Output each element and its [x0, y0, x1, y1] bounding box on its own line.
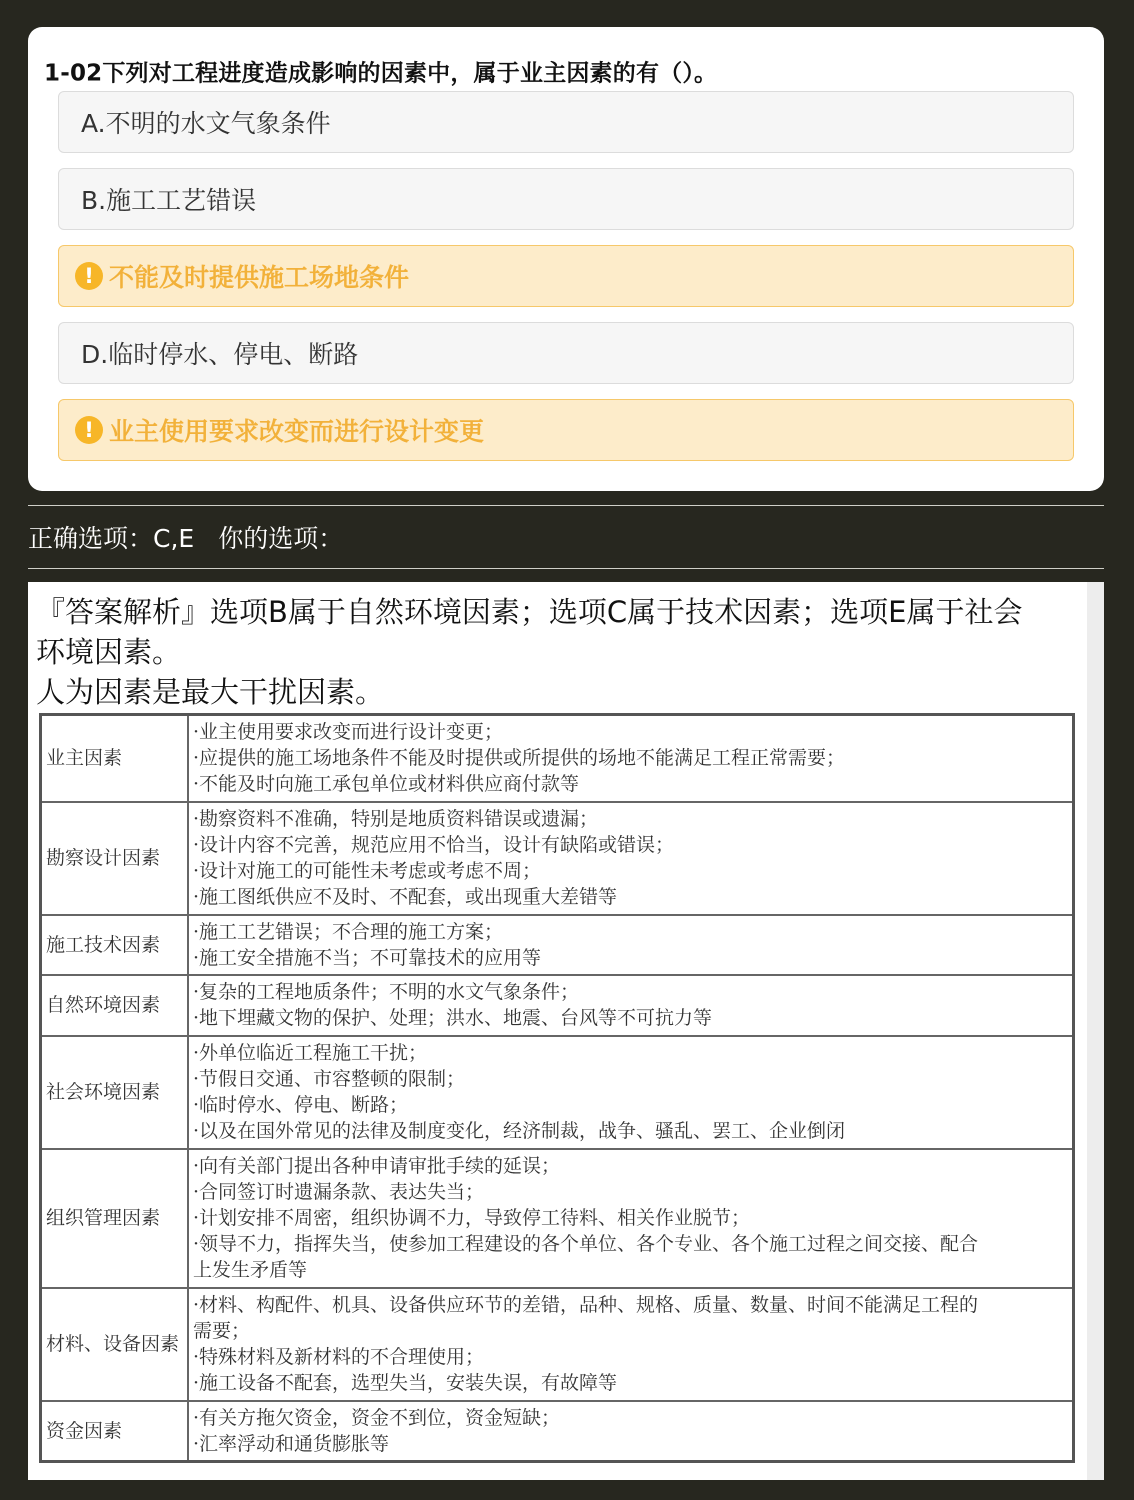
explanation-line: 人为因素是最大干扰因素。 [36, 675, 385, 709]
option-label: D.临时停水、停电、断路 [81, 340, 359, 369]
factor-item: ·复杂的工程地质条件；不明的水文气象条件； [193, 981, 580, 1003]
option-label: 业主使用要求改变而进行设计变更 [109, 417, 485, 446]
factor-item: ·不能及时向施工承包单位或材料供应商付款等 [193, 773, 580, 796]
option-label: A.不明的水文气象条件 [81, 109, 331, 138]
table-row [41, 1149, 1074, 1288]
factor-item: ·向有关部门提出各种申请审批手续的延误； [193, 1155, 561, 1177]
factor-item: ·临时停水、停电、断路； [193, 1094, 409, 1116]
factor-items [188, 715, 1074, 802]
correct-answer: 正确选项：C,E [28, 524, 195, 553]
factor-item: ·设计对施工的可能性未考虑或考虑不周； [193, 860, 542, 882]
factor-item: ·施工设备不配套，选型失当，安装失误，有故障等 [193, 1372, 618, 1394]
factor-item: ·材料、构配件、机具、设备供应环节的差错，品种、规格、质量、数量、时间不能满足工程的 [193, 1294, 979, 1316]
option-e-missed[interactable] [58, 399, 1074, 461]
option-label: 不能及时提供施工场地条件 [109, 263, 410, 292]
table-row [41, 1036, 1074, 1149]
table-row [41, 1401, 1074, 1462]
factor-category: 材料、设备因素 [41, 1288, 189, 1401]
factor-item: ·有关方拖欠资金，资金不到位，资金短缺； [193, 1406, 561, 1429]
explanation-line: 『答案解析』选项B属于自然环境因素；选项C属于技术因素；选项E属于社会 [36, 595, 1023, 629]
factor-category: 组织管理因素 [41, 1149, 189, 1288]
factor-item: ·领导不力，指挥失当，使参加工程建设的各个单位、各个专业、各个施工过程之间交接、配合 [193, 1233, 979, 1255]
factor-category: 业主因素 [41, 715, 189, 802]
exclamation-icon: ! [75, 262, 103, 290]
exclamation-icon: ! [75, 416, 103, 444]
factor-item: ·设计内容不完善，规范应用不恰当，设计有缺陷或错误； [193, 834, 675, 856]
option-c-missed[interactable] [58, 245, 1074, 307]
factor-items [188, 1401, 1074, 1462]
table-row [41, 1288, 1074, 1401]
factor-items [188, 802, 1074, 915]
factor-items [188, 975, 1074, 1036]
explanation-line: 环境因素。 [36, 635, 182, 669]
factor-item: ·施工安全措施不当；不可靠技术的应用等 [193, 946, 542, 969]
scrollbar[interactable] [1087, 582, 1104, 1480]
factor-item: ·勘察资料不准确，特别是地质资料错误或遗漏； [193, 808, 599, 830]
factor-category: 勘察设计因素 [41, 802, 189, 915]
factor-items [188, 1288, 1074, 1401]
factor-item: ·汇率浮动和通货膨胀等 [193, 1432, 390, 1455]
factor-item: ·业主使用要求改变而进行设计变更； [193, 721, 504, 744]
table-row [41, 915, 1074, 975]
factor-items [188, 1149, 1074, 1288]
factor-item: ·节假日交通、市容整顿的限制； [193, 1068, 466, 1090]
divider [28, 505, 1104, 506]
factor-item: ·外单位临近工程施工干扰； [193, 1042, 428, 1064]
factor-items [188, 1036, 1074, 1149]
divider [28, 568, 1104, 569]
option-d[interactable] [58, 322, 1074, 384]
option-label: B.施工工艺错误 [81, 186, 257, 215]
question-title: 1-02下列对工程进度造成影响的因素中，属于业主因素的有（）。 [44, 60, 718, 87]
table-row [41, 802, 1074, 915]
table-row [41, 975, 1074, 1036]
factor-item: ·以及在国外常见的法律及制度变化，经济制裁，战争、骚乱、罢工、企业倒闭 [193, 1120, 846, 1142]
factor-items [188, 915, 1074, 975]
factor-table [39, 713, 1075, 1463]
factor-category: 施工技术因素 [41, 915, 189, 975]
factor-category: 资金因素 [41, 1401, 189, 1462]
factor-item: ·特殊材料及新材料的不合理使用； [193, 1346, 485, 1368]
your-answer: 你的选项： [218, 524, 344, 553]
option-a[interactable] [58, 91, 1074, 153]
factor-item: ·施工工艺错误；不合理的施工方案； [193, 920, 504, 943]
explanation-text [36, 592, 1076, 712]
factor-item: 需要； [193, 1320, 251, 1342]
explanation-panel [28, 582, 1104, 1480]
table-row [41, 715, 1074, 802]
factor-item: ·施工图纸供应不及时、不配套，或出现重大差错等 [193, 886, 618, 908]
option-b[interactable] [58, 168, 1074, 230]
factor-item: ·计划安排不周密，组织协调不力，导致停工待料、相关作业脱节； [193, 1207, 751, 1229]
factor-item: ·应提供的施工场地条件不能及时提供或所提供的场地不能满足工程正常需要； [193, 747, 846, 770]
answer-summary [28, 519, 367, 555]
question-card [28, 27, 1104, 491]
factor-item: 上发生矛盾等 [193, 1259, 308, 1281]
factor-item: ·合同签订时遗漏条款、表达失当； [193, 1181, 485, 1203]
factor-category: 自然环境因素 [41, 975, 189, 1036]
factor-category: 社会环境因素 [41, 1036, 189, 1149]
factor-item: ·地下埋藏文物的保护、处理；洪水、地震、台风等不可抗力等 [193, 1007, 713, 1029]
